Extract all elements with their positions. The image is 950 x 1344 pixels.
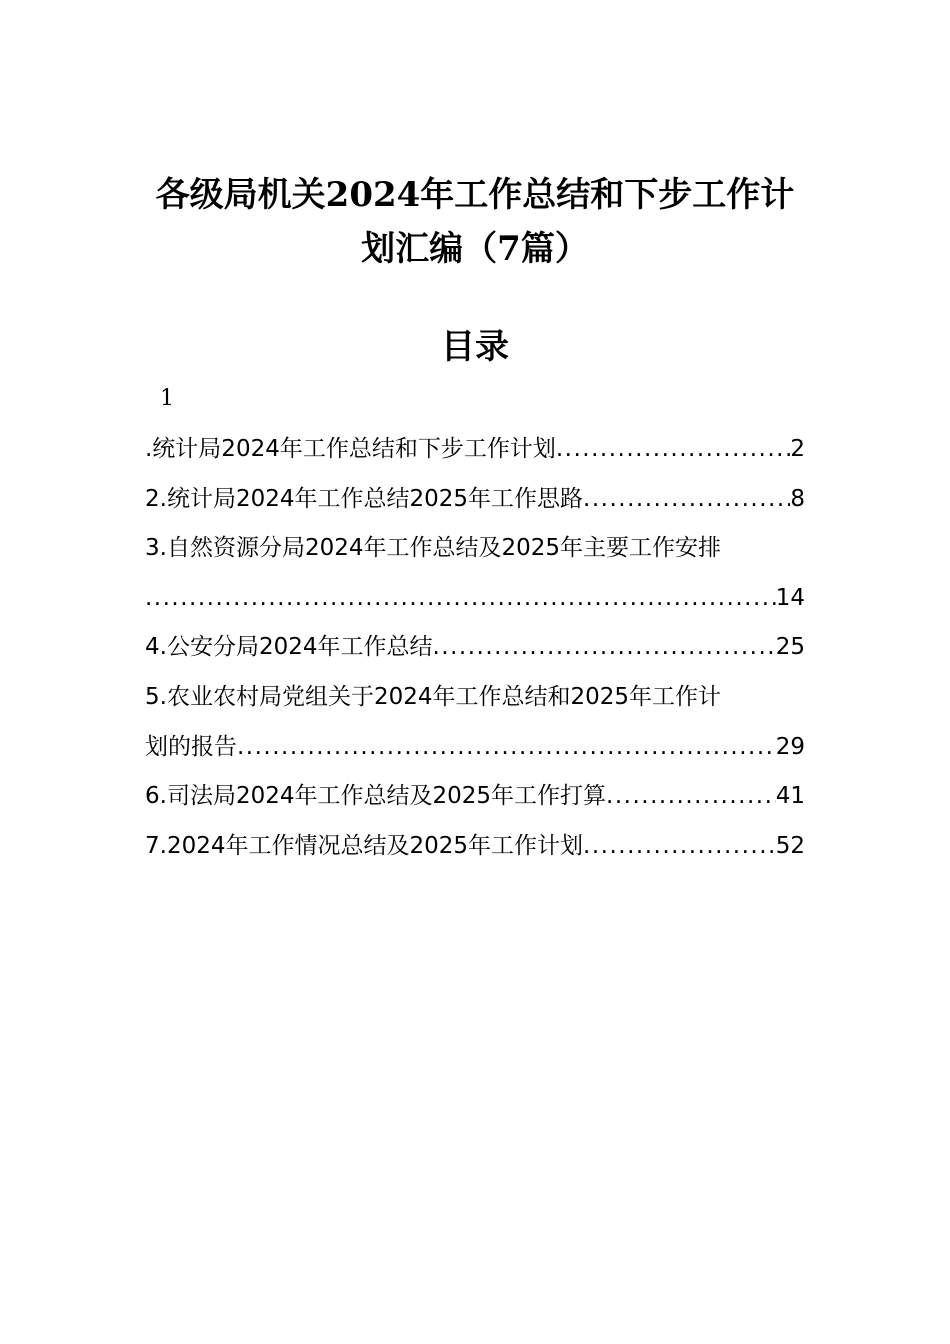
toc-entry-title: 3.自然资源分局2024年工作总结及2025年主要工作安排 <box>145 535 722 562</box>
toc-dot-leader <box>432 623 775 673</box>
toc-entry-title: 6.司法局2024年工作总结及2025年工作打算 <box>145 783 607 810</box>
document-title <box>140 168 810 276</box>
toc-entry-5[interactable] <box>145 673 805 772</box>
toc-entry-line <box>145 524 805 574</box>
table-of-contents <box>145 425 805 871</box>
toc-entry-title: .统计局2024年工作总结和下步工作计划 <box>145 436 556 462</box>
toc-entry-title: 7.2024年工作情况总结及2025年工作计划 <box>145 832 584 859</box>
toc-page-number: 14 <box>775 584 805 611</box>
toc-page-number: 25 <box>775 634 805 661</box>
toc-page-number: 41 <box>775 783 805 810</box>
toc-entry-title: 2.统计局2024年工作总结2025年工作思路 <box>145 485 584 512</box>
toc-entry-line <box>145 673 805 723</box>
toc-heading: 目录 <box>441 327 509 367</box>
toc-dot-leader <box>583 475 790 525</box>
toc-page-number: 2 <box>790 436 805 462</box>
stray-page-number: 1 <box>160 386 174 411</box>
toc-entry-6[interactable] <box>145 772 805 822</box>
toc-entry-1[interactable] <box>145 425 805 475</box>
toc-entry-title: 4.公安分局2024年工作总结 <box>145 634 433 661</box>
toc-entry-title-continuation: 划的报告 <box>145 733 237 760</box>
toc-dot-leader <box>556 425 791 475</box>
toc-entry-line <box>145 574 805 624</box>
toc-entry-line <box>145 723 805 773</box>
toc-page-number: 8 <box>790 485 805 512</box>
toc-dot-leader <box>237 723 776 773</box>
toc-entry-7[interactable] <box>145 822 805 872</box>
toc-dot-leader <box>606 772 776 822</box>
toc-dot-leader <box>145 574 776 624</box>
toc-page-number: 52 <box>775 832 805 859</box>
document-title-line-1: 各级局机关2024年工作总结和下步工作计 <box>155 175 795 215</box>
toc-entry-4[interactable] <box>145 623 805 673</box>
toc-page-number: 29 <box>775 733 805 760</box>
toc-entry-title: 5.农业农村局党组关于2024年工作总结和2025年工作计 <box>145 683 722 710</box>
document-title-line-2: 划汇编（7篇） <box>361 229 589 269</box>
toc-dot-leader <box>583 822 776 872</box>
toc-entry-3[interactable] <box>145 524 805 623</box>
toc-entry-2[interactable] <box>145 475 805 525</box>
